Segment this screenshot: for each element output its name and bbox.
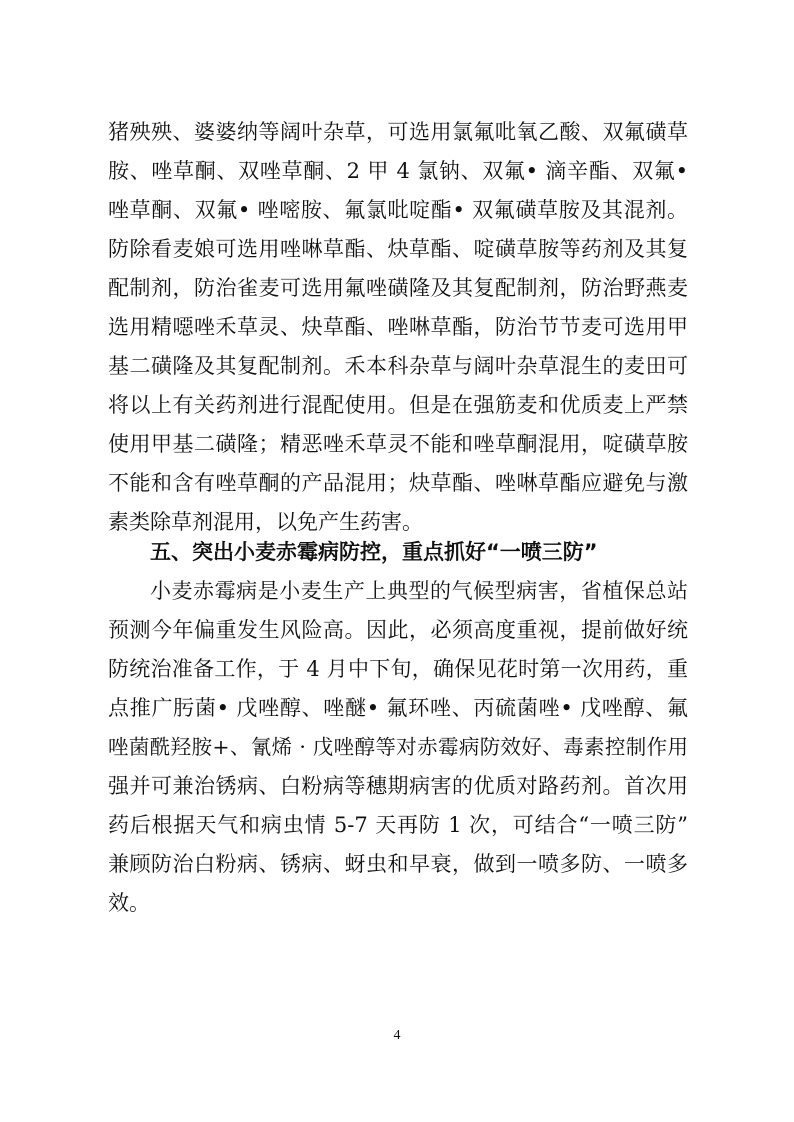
text-line: 兼顾防治白粉病、锈病、蚜虫和早衰，做到一喷多防、一喷多 [108, 852, 688, 876]
text-line: 胺、唑草酮、双唑草酮、2 甲 4 氯钠、双氟• 滴辛酯、双氟• [108, 159, 688, 183]
text-line: 使用甲基二磺隆；精恶唑禾草灵不能和唑草酮混用，啶磺草胺 [108, 432, 688, 456]
paragraph-scab-control [108, 572, 688, 923]
text-line: 预测今年偏重发生风险高。因此，必须高度重视，提前做好统 [108, 618, 688, 642]
section-heading: 五、突出小麦赤霉病防控，重点抓好“一喷三防” [150, 540, 598, 564]
text-line: 猪殃殃、婆婆纳等阔叶杂草，可选用氯氟吡氧乙酸、双氟磺草 [108, 120, 688, 144]
text-line: 配制剂，防治雀麦可选用氟唑磺隆及其复配制剂，防治野燕麦 [108, 276, 688, 300]
text-line: 药后根据天气和病虫情 5-7 天再防 1 次，可结合“一喷三防” [108, 813, 688, 837]
text-line: 强并可兼治锈病、白粉病等穗期病害的优质对路药剂。首次用 [108, 774, 688, 798]
text-line: 不能和含有唑草酮的产品混用；炔草酯、唑啉草酯应避免与激 [108, 471, 688, 495]
text-line: 将以上有关药剂进行混配使用。但是在强筋麦和优质麦上严禁 [108, 393, 688, 417]
text-line: 唑菌酰羟胺+、氰烯 · 戊唑醇等对赤霉病防效好、毒素控制作用 [108, 735, 688, 759]
text-line: 防统治准备工作，于 4 月中下旬，确保见花时第一次用药，重 [108, 657, 688, 681]
text-line: 效。 [108, 891, 150, 915]
text-line: 素类除草剂混用，以免产生药害。 [108, 510, 423, 534]
text-line: 选用精噁唑禾草灵、炔草酯、唑啉草酯，防治节节麦可选用甲 [108, 315, 688, 339]
text-line: 防除看麦娘可选用唑啉草酯、炔草酯、啶磺草胺等药剂及其复 [108, 237, 688, 261]
text-line: 唑草酮、双氟• 唑嘧胺、氟氯吡啶酯• 双氟磺草胺及其混剂。 [108, 198, 688, 222]
text-line: 小麦赤霉病是小麦生产上典型的气候型病害，省植保总站 [150, 579, 688, 603]
page-number: 4 [393, 1028, 401, 1043]
text-line: 基二磺隆及其复配制剂。禾本科杂草与阔叶杂草混生的麦田可 [108, 354, 688, 378]
paragraph-herbicides [108, 113, 688, 542]
text-line: 点推广肟菌• 戊唑醇、唑醚• 氟环唑、丙硫菌唑• 戊唑醇、氟 [108, 696, 688, 720]
